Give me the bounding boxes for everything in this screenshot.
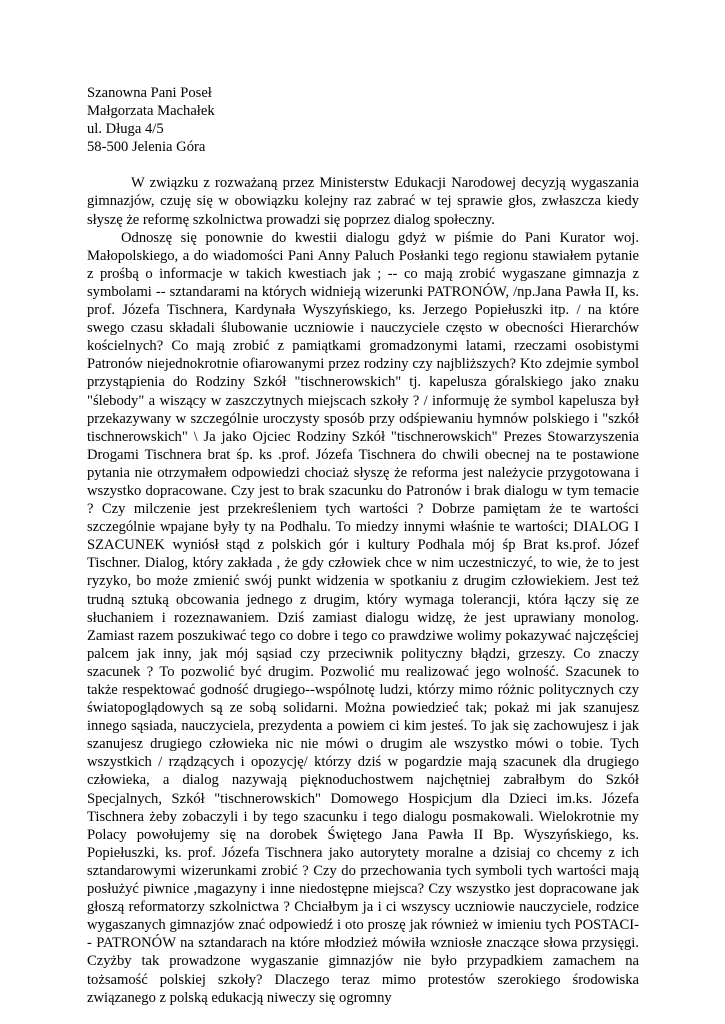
address-line-street: ul. Długa 4/5 [87,121,164,138]
body-paragraph-1: W związku z rozważaną przez Ministerstw Edukacji Narodowej decyzją wygaszania gimnazjów, czuję się w obowiązku kolejny raz zabrać w tej sprawie głos, zwłaszcza kiedy słyszę że reformę szkolnictwa prowadzi się poprzez dialog społeczny. [87,175,639,228]
address-line-salutation: Szanowna Pani Poseł [87,85,212,101]
address-line-name: Małgorzata Machałek [87,103,215,120]
recipient-address [87,84,639,156]
address-line-city: 58-500 Jelenia Góra [87,139,206,156]
body-paragraph-2: Odnoszę się ponownie do kwestii dialogu gdyż w piśmie do Pani Kurator woj. Małopolskiego, a do wiadomości Pani Anny Paluch Posłanki tego regionu stawiałem pytanie z prośbą o informacje w takich kwestiach jak ; -- co mają zrobić wygaszane gimnazja z symbolami -- sztandarami na których widnieją wizerunki PATRONÓW, /np.Jana Pawła II, ks. prof. Józefa Tischnera, Kardynała Wyszyńskiego, ks. Jerzego Popiełuszki itp. / na które swego czasu składali ślubowanie uczniowie i nauczyciele często w obecności Hierarchów kościelnych? Co mają zrobić z pamiątkami gromadzonymi latami, rzeczami osobistymi Patronów niejednokrotnie ofiarowanymi przez rodziny czy najbliższych? Kto zdejmie symbol przystąpienia do Rodziny Szkół "tischnerowskich" tj. kapelusza góralskiego jako znaku "ślebody" a wiszący w zaszczytnych miejscach szkoły ? / informuję że symbol kapelusza był przekazywany w szczególnie uroczysty sposób przy odśpiewaniu hymnów polskiego i "szkół tischnerowskich" \ Ja jako Ojciec Rodziny Szkół "tischnerowskich" Prezes Stowarzyszenia Drogami Tischnera brat śp. ks .prof. Józefa Tischnera do chwili obecnej na te postawione pytania nie otrzymałem odpowiedzi chociaż słyszę że reforma jest należycie przygotowana i wszystko dopracowane. Czy jest to brak szacunku do Patronów i brak dialogu w tym temacie ? Czy milczenie jest przekreśleniem tych wartości ? Dobrze pamiętam że te wartości szczególnie wpajane były ty na Podhalu. To miedzy innymi właśnie te wartości; DIALOG I SZACUNEK wyniósł stąd z polskich gór i kultury Podhala mój śp Brat ks.prof. Józef Tischner. Dialog, który zakłada , że gdy człowiek chce w nim uczestniczyć, to wie, że to jest ryzyko, bo może zmienić swój punkt widzenia w spotkaniu z drugim człowiekiem. Jest też trudną sztuką obcowania jednego z drugim, który wymaga tolerancji, która łączy się ze słuchaniem i rozeznawaniem. Dziś zamiast dialogu widzę, że jest uprawiany monolog. Zamiast razem poszukiwać tego co dobre i tego co prawdziwe wolimy pokazywać najczęściej palcem jak inny, jak mój sąsiad czy przeciwnik polityczny błądzi, grzeszy. Co znaczy szacunek ? To pozwolić być drugim. Pozwolić mu realizować jego wolność. Szacunek to także respektować godność drugiego--wspólnotę ludzi, którzy mimo różnic politycznych czy światopoglądowych są ze sobą solidarni. Można powiedzieć tak; pokaż mi jak szanujesz innego sąsiada, nauczyciela, prezydenta a powiem ci kim jesteś. To jak się zachowujesz i jak szanujesz drugiego człowieka nic nie mówi o drugim ale wszystko mówi o tobie. Tych wszystkich / rządzących i opozycję/ którzy dziś w pogardzie mają szacunek dla drugiego człowieka, a dialog nazywają pięknoduchostwem najchętniej zabrałbym do Szkół Specjalnych, Szkół "tischnerowskich" Domowego Hospicjum dla Dzieci im.ks. Józefa Tischnera żeby zobaczyli i by tego szacunku i tego dialogu posmakowali. Wielokrotnie my Polacy powołujemy się na dorobek Świętego Jana Pawła II Bp. Wyszyńskiego, ks. Popiełuszki, ks. prof. Józefa Tischnera jako autorytety moralne a dzisiaj co chcemy z ich sztandarowymi wizerunkami zrobić ? Czy do przechowania tych symboli tych wartości mają posłużyć piwnice ,magazyny i inne niedostępne miejsca? Czy wszystko jest dopracowane jak głoszą reformatorzy szkolnictwa ? Chciałbym ja i ci wszyscy uczniowie nauczyciele, rodzice wygaszanych gimnazjów znać odpowiedź i oto proszę jak również w imieniu tych POSTACI-- PATRONÓW na sztandarach na które młodzież mówiła wzniosłe znaczące słowa przysięgi. Czyżby tak prowadzone wygaszanie gimnazjów nie było przypadkiem zamachem na tożsamość polskiej szkoły? Dlaczego teraz mimo protestów szerokiego środowiska związanego z polską edukacją niweczy się ogromny [87,229,639,1006]
letter-page [87,84,639,1007]
